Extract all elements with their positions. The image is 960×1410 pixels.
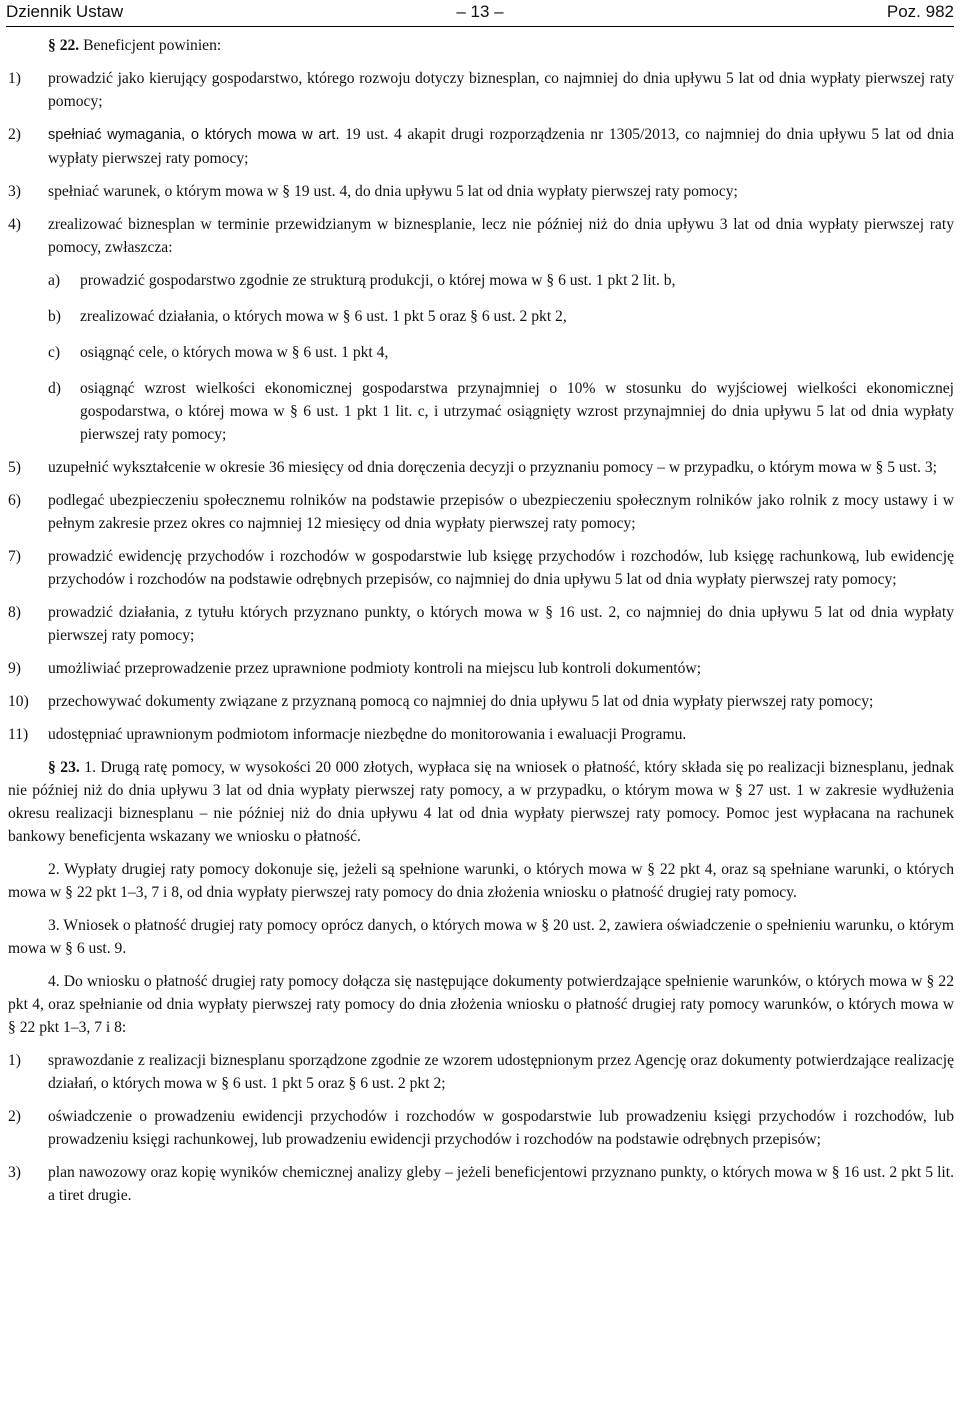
item-number: 5) xyxy=(8,459,21,476)
s22-item-4 xyxy=(8,213,954,259)
item-number: 8) xyxy=(8,604,21,621)
sub-item-text: osiągnąć cele, o których mowa w § 6 ust. 1 pkt 4, xyxy=(80,344,389,361)
item-number: 2) xyxy=(8,126,21,143)
item-text: oświadczenie o prowadzeniu ewidencji przychodów i rozchodów w gospodarstwie lub prowadzeniu księgi przychodów i rozchodów, lub prowadzeniu księgi rachunkowej, lub prowadzeniu ewidencji przychodów i rozchodów na podstawie odrębnych przepisów; xyxy=(48,1108,954,1148)
sub-item-letter: b) xyxy=(48,308,61,325)
item-text: przechowywać dokumenty związane z przyznaną pomocą co najmniej do dnia upływu 5 lat od dnia wypłaty pierwszej raty pomocy; xyxy=(48,693,874,710)
item-number: 2) xyxy=(8,1108,21,1125)
item-number: 7) xyxy=(8,548,21,565)
s23-item-2 xyxy=(8,1105,954,1151)
document-body xyxy=(8,34,954,1207)
section-22-intro: Beneficjent powinien: xyxy=(83,37,222,54)
item-text: zrealizować biznesplan w terminie przewidzianym w biznesplanie, lecz nie później niż do dnia upływu 3 lat od dnia wypłaty pierwszej raty pomocy, zwłaszcza: xyxy=(48,216,954,256)
item-text: podlegać ubezpieczeniu społecznemu rolników na podstawie przepisów o ubezpieczeniu społecznym rolników jako rolnik z mocy ustawy i w pełnym zakresie przez okres co najmniej 12 miesięcy od dnia wypłaty pierwszej raty pomocy; xyxy=(48,492,954,532)
item-text-part-a: spełniać wymagania, o których mowa w art. xyxy=(48,127,340,143)
section-22-heading xyxy=(8,34,954,57)
section-23-paragraph-4 xyxy=(8,970,954,1039)
item-text: spełniać warunek, o którym mowa w § 19 ust. 4, do dnia upływu 5 lat od dnia wypłaty pierwszej raty pomocy; xyxy=(48,183,738,200)
section-23-paragraph-3 xyxy=(8,914,954,960)
item-number: 1) xyxy=(8,70,21,87)
s22-item-1 xyxy=(8,67,954,113)
item-text: umożliwiać przeprowadzenie przez uprawnione podmioty kontroli na miejscu lub kontroli dokumentów; xyxy=(48,660,702,677)
s22-item-7 xyxy=(8,545,954,591)
item-text: prowadzić działania, z tytułu których przyznano punkty, o których mowa w § 16 ust. 2, co najmniej do dnia upływu 5 lat od dnia wypłaty pierwszej raty pomocy; xyxy=(48,604,954,644)
paragraph-text: 2. Wypłaty drugiej raty pomocy dokonuje się, jeżeli są spełnione warunki, o których mowa w § 22 pkt 4, oraz są spełniane warunki, o których mowa w § 22 pkt 1–3, 7 i 8, od dnia wypłaty pierwszej raty pomocy do dnia złożenia wniosku o płatność drugiej raty pomocy. xyxy=(8,861,954,901)
s22-item-5 xyxy=(8,456,954,479)
section-22-number: § 22. xyxy=(48,37,80,54)
s22-sub-item-b xyxy=(8,305,954,328)
item-text: prowadzić jako kierujący gospodarstwo, którego rozwoju dotyczy biznesplan, co najmniej do dnia upływu 5 lat od dnia wypłaty pierwszej raty pomocy; xyxy=(48,70,954,110)
s22-item-9 xyxy=(8,657,954,680)
item-number: 9) xyxy=(8,660,21,677)
s22-item-3 xyxy=(8,180,954,203)
sub-item-text: osiągnąć wzrost wielkości ekonomicznej gospodarstwa przynajmniej o 10% w stosunku do wyjściowej wielkości ekonomicznej gospodarstwa, o której mowa w § 6 ust. 1 pkt 1 lit. c, i utrzymać osiągnięty wzrost przynajmniej do dnia upływu 5 lat od dnia wypłaty pierwszej raty pomocy; xyxy=(80,380,954,443)
s22-item-2 xyxy=(8,123,954,170)
page-number: – 13 – xyxy=(456,2,504,21)
journal-title: Dziennik Ustaw xyxy=(6,2,124,21)
page-header xyxy=(6,0,954,27)
item-number: 3) xyxy=(8,183,21,200)
item-text: sprawozdanie z realizacji biznesplanu sporządzone zgodnie ze wzorem udostępnionym przez Agencję oraz dokumenty potwierdzające realizację działań, o których mowa w § 6 ust. 1 pkt 5 oraz § 6 ust. 2 pkt 2; xyxy=(48,1052,954,1092)
s22-item-11 xyxy=(8,723,954,746)
paragraph-text: 4. Do wniosku o płatność drugiej raty pomocy dołącza się następujące dokumenty potwierdzające spełnienie warunków, o których mowa w § 22 pkt 4, oraz spełnianie od dnia wypłaty pierwszej raty pomocy do dnia złożenia wniosku o płatność drugiej raty pomocy warunków, o których mowa w § 22 pkt 1–3, 7 i 8: xyxy=(8,973,954,1036)
s22-item-6 xyxy=(8,489,954,535)
s22-item-10 xyxy=(8,690,954,713)
paragraph-text: 1. Drugą ratę pomocy, w wysokości 20 000 złotych, wypłaca się na wniosek o płatność, który składa się po realizacji biznesplanu, jednak nie później niż do dnia upływu 3 lat od dnia wypłaty pierwszej raty pomocy, a w przypadku, o którym mowa w § 27 ust. 1 w zakresie wydłużenia okresu realizacji biznesplanu – nie później niż do dnia upływu 4 lat od dnia wypłaty pierwszej raty pomocy. Pomoc jest wypłacana na rachunek bankowy beneficjenta wskazany we wniosku o płatność. xyxy=(8,759,954,845)
item-number: 4) xyxy=(8,216,21,233)
item-number: 3) xyxy=(8,1164,21,1181)
section-23-paragraph-2 xyxy=(8,858,954,904)
item-text: plan nawozowy oraz kopię wyników chemicznej analizy gleby – jeżeli beneficjentowi przyznano punkty, o których mowa w § 16 ust. 2 pkt 5 lit. a tiret drugie. xyxy=(48,1164,954,1204)
position-number: Poz. 982 xyxy=(886,2,954,21)
item-text: udostępniać uprawnionym podmiotom informacje niezbędne do monitorowania i ewaluacji Programu. xyxy=(48,726,687,743)
sub-item-letter: d) xyxy=(48,380,61,397)
item-number: 10) xyxy=(8,693,29,710)
item-text-part-b: 19 ust. 4 akapit drugi rozporządzenia nr 1305/2013, co najmniej do dnia upływu 5 lat od dnia wypłaty pierwszej raty pomocy; xyxy=(48,126,954,167)
item-number: 1) xyxy=(8,1052,21,1069)
s22-sub-item-d xyxy=(8,377,954,446)
s22-sub-item-a xyxy=(8,269,954,292)
sub-item-letter: a) xyxy=(48,272,61,289)
s22-sub-item-c xyxy=(8,341,954,364)
s23-item-1 xyxy=(8,1049,954,1095)
sub-item-letter: c) xyxy=(48,344,61,361)
item-number: 6) xyxy=(8,492,21,509)
s22-item-8 xyxy=(8,601,954,647)
section-23-number: § 23. xyxy=(48,759,80,776)
s23-item-3 xyxy=(8,1161,954,1207)
sub-item-text: zrealizować działania, o których mowa w § 6 ust. 1 pkt 5 oraz § 6 ust. 2 pkt 2, xyxy=(80,308,567,325)
paragraph-text: 3. Wniosek o płatność drugiej raty pomocy oprócz danych, o których mowa w § 20 ust. 2, zawiera oświadczenie o spełnieniu warunku, o którym mowa w § 6 ust. 9. xyxy=(8,917,954,957)
section-23-paragraph-1 xyxy=(8,756,954,848)
sub-item-text: prowadzić gospodarstwo zgodnie ze strukturą produkcji, o której mowa w § 6 ust. 1 pkt 2 lit. b, xyxy=(80,272,676,289)
item-text: uzupełnić wykształcenie w okresie 36 miesięcy od dnia doręczenia decyzji o przyznaniu pomocy – w przypadku, o którym mowa w § 5 ust. 3; xyxy=(48,459,938,476)
item-text: prowadzić ewidencję przychodów i rozchodów w gospodarstwie lub księgę przychodów i rozchodów, lub księgę rachunkową, lub ewidencję przychodów i rozchodów na podstawie odrębnych przepisów, co najmniej do dnia upływu 5 lat od dnia wypłaty pierwszej raty pomocy; xyxy=(48,548,954,588)
item-number: 11) xyxy=(8,726,29,743)
